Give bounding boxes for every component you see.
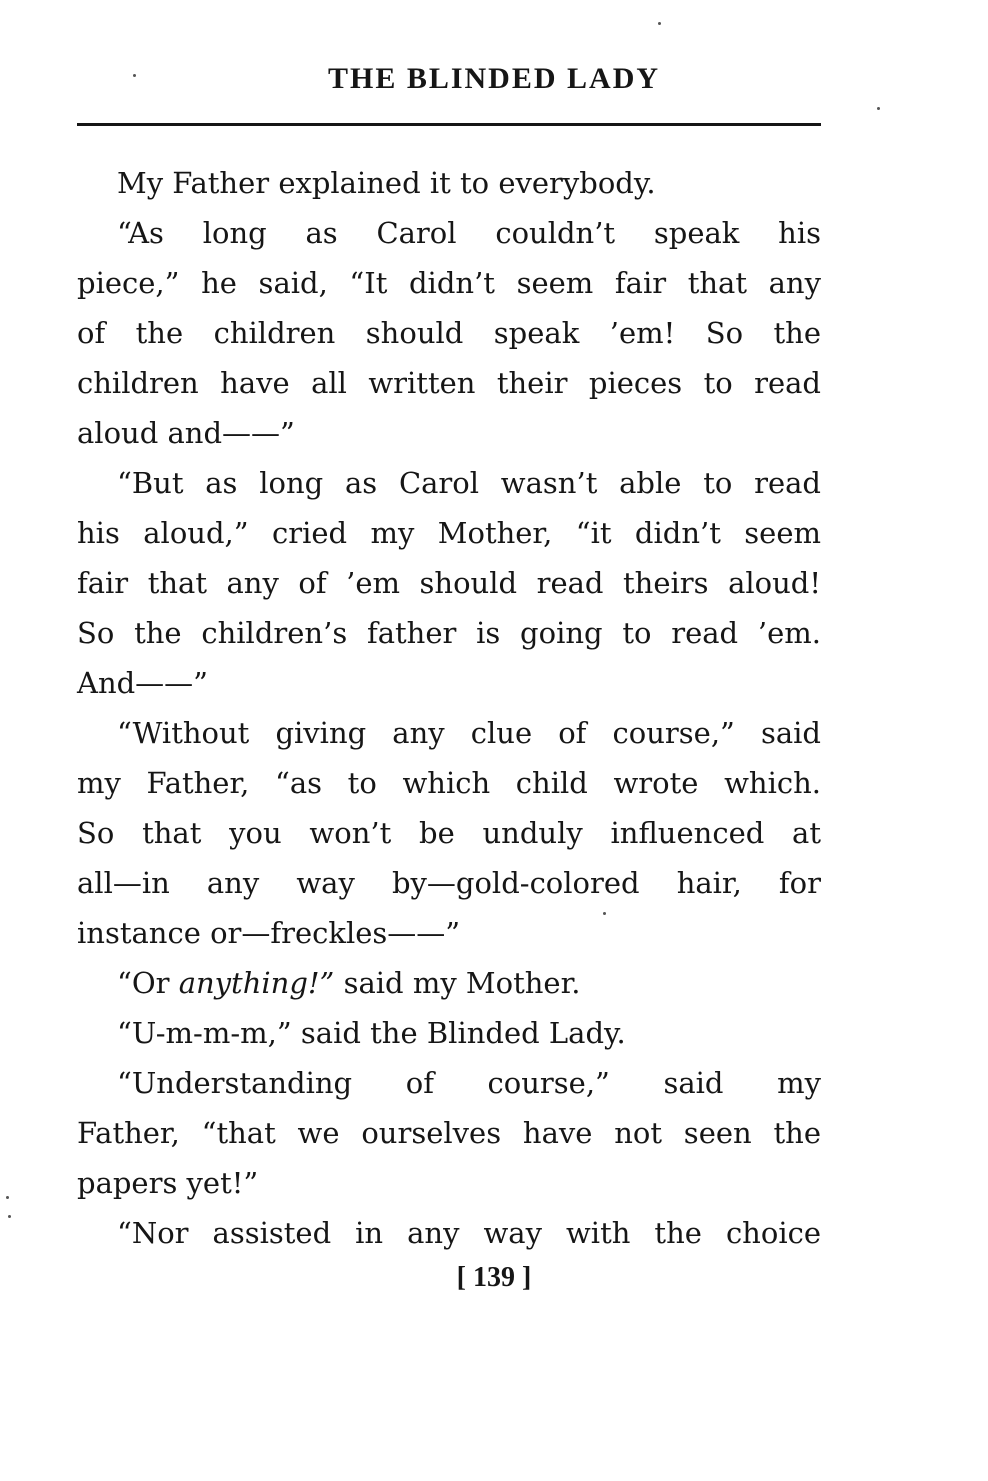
text-line: “Understanding of course,” said my <box>117 1066 821 1100</box>
print-speck <box>658 22 661 25</box>
print-speck <box>8 1215 11 1218</box>
print-speck <box>133 74 136 77</box>
header-rule <box>77 123 821 126</box>
text-line: And——” <box>77 666 209 700</box>
text-line: “But as long as Carol wasn’t able to read <box>117 466 821 500</box>
text-line: My Father explained it to everybody. <box>117 166 656 200</box>
text-line: his aloud,” cried my Mother, “it didn’t seem <box>77 516 821 550</box>
text-line: So that you won’t be unduly influenced at <box>77 816 821 850</box>
text-line: “Without giving any clue of course,” said <box>117 716 821 750</box>
text-line: Father, “that we ourselves have not seen the <box>77 1116 821 1150</box>
text-line: all—in any way by—gold-colored hair, for <box>77 866 821 900</box>
text-line: instance or—freckles——” <box>77 916 461 950</box>
text-run: “Or <box>117 966 179 1000</box>
text-line: aloud and——” <box>77 416 295 450</box>
body-text <box>77 158 821 1258</box>
text-line: papers yet!” <box>77 1166 259 1200</box>
text-line: my Father, “as to which child wrote which. <box>77 766 821 800</box>
text-line-with-italic <box>77 958 821 1008</box>
text-line: “Nor assisted in any way with the choice <box>117 1216 821 1250</box>
text-line: “U-m-m-m,” said the Blinded Lady. <box>117 1016 626 1050</box>
text-line: of the children should speak ’em! So the <box>77 316 821 350</box>
print-speck <box>603 912 606 915</box>
text-line: So the children’s father is going to read ’em. <box>77 616 821 650</box>
page-number: [ 139 ] <box>456 1262 532 1293</box>
text-line: children have all written their pieces to read <box>77 366 821 400</box>
text-line: fair that any of ’em should read theirs aloud! <box>77 566 821 600</box>
running-head: THE BLINDED LADY <box>327 62 661 95</box>
italic-emphasis: anything!” <box>178 966 335 1000</box>
text-line: “As long as Carol couldn’t speak his <box>117 216 821 250</box>
print-speck <box>877 107 880 110</box>
print-speck <box>6 1196 9 1199</box>
text-line: piece,” he said, “It didn’t seem fair that any <box>77 266 821 300</box>
text-run: said my Mother. <box>334 966 581 1000</box>
